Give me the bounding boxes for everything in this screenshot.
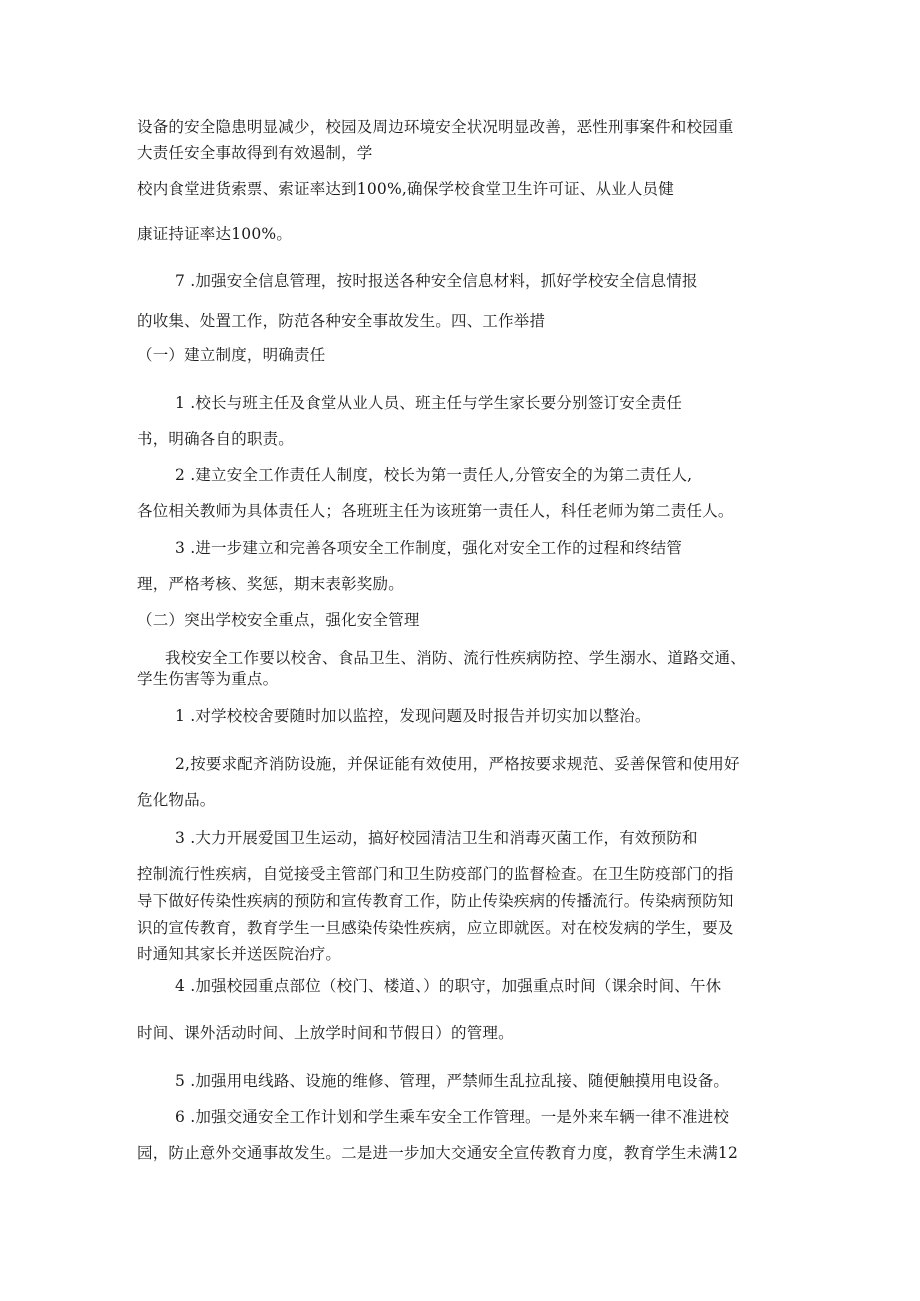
text-line-9: 书，明确各自的职责。 [137,430,295,448]
text-line-18: 2,按要求配齐消防设施，并保证能有效使用，严格按要求规范、妥善保管和使用好 [175,755,740,773]
text-line-6: 的收集、处置工作，防范各种安全事故发生。四、工作举措 [137,312,546,330]
text-line-16: 学生伤害等为重点。 [137,670,279,688]
text-line-28: 6 .加强交通安全工作计划和学生乘车安全工作管理。一是外来车辆一律不准进校 [175,1108,730,1126]
text-line-22: 导下做好传染性疾病的预防和宣传教育工作，防止传染疾病的传播流行。传染病预防知 [137,892,734,910]
text-line-11: 各位相关教师为具体责任人；各班班主任为该班第一责任人，科任老师为第二责任人。 [137,502,734,520]
text-line-20: 3 .大力开展爱国卫生运动，搞好校园清洁卫生和消毒灭菌工作，有效预防和 [175,829,698,847]
text-line-15: 我校安全工作要以校舍、食品卫生、消防、流行性疾病防控、学生溺水、道路交通、 [165,649,746,667]
text-line-12: 3 .进一步建立和完善各项安全工作制度，强化对安全工作的过程和终结管 [175,539,683,557]
text-line-1: 设备的安全隐患明显减少，校园及周边环境安全状况明显改善，恶性刑事案件和校园重 [137,118,734,136]
text-line-4: 康证持证率达100%。 [137,225,293,243]
section-heading-2: （二）突出学校安全重点，强化安全管理 [137,611,420,629]
text-line-25: 4 .加强校园重点部位（校门、楼道、）的职守，加强重点时间（课余时间、午休 [175,977,722,995]
text-line-10: 2 .建立安全工作责任人制度，校长为第一责任人,分管安全的为第二责任人, [175,466,693,484]
text-line-26: 时间、课外活动时间、上放学时间和节假日）的管理。 [137,1024,514,1042]
text-line-24: 时通知其家长并送医院治疗。 [137,945,342,963]
text-line-17: 1 .对学校校舍要随时加以监控，发现问题及时报告并切实加以整治。 [175,707,651,725]
text-line-13: 理，严格考核、奖惩，期末表彰奖励。 [137,575,404,593]
text-line-3: 校内食堂进货索票、索证率达到100%,确保学校食堂卫生许可证、从业人员健 [137,180,674,198]
text-line-29: 园，防止意外交通事故发生。二是进一步加大交通安全宣传教育力度，教育学生未满12 [137,1144,739,1162]
text-line-8: 1 .校长与班主任及食堂从业人员、班主任与学生家长要分别签订安全责任 [175,394,683,412]
text-line-27: 5 .加强用电线路、设施的维修、管理，严禁师生乱拉乱接、随便触摸用电设备。 [175,1072,730,1090]
section-heading-1: （一）建立制度，明确责任 [137,346,326,364]
text-line-2: 大责任安全事故得到有效遏制，学 [137,144,373,162]
text-line-23: 识的宣传教育，教育学生一旦感染传染性疾病，应立即就医。对在校发病的学生，要及 [137,919,734,937]
text-line-19: 危化物品。 [137,791,216,809]
text-line-21: 控制流行性疾病，自觉接受主管部门和卫生防疫部门的监督检查。在卫生防疫部门的指 [137,865,734,883]
text-line-5: 7 .加强安全信息管理，按时报送各种安全信息材料，抓好学校安全信息情报 [175,272,698,290]
